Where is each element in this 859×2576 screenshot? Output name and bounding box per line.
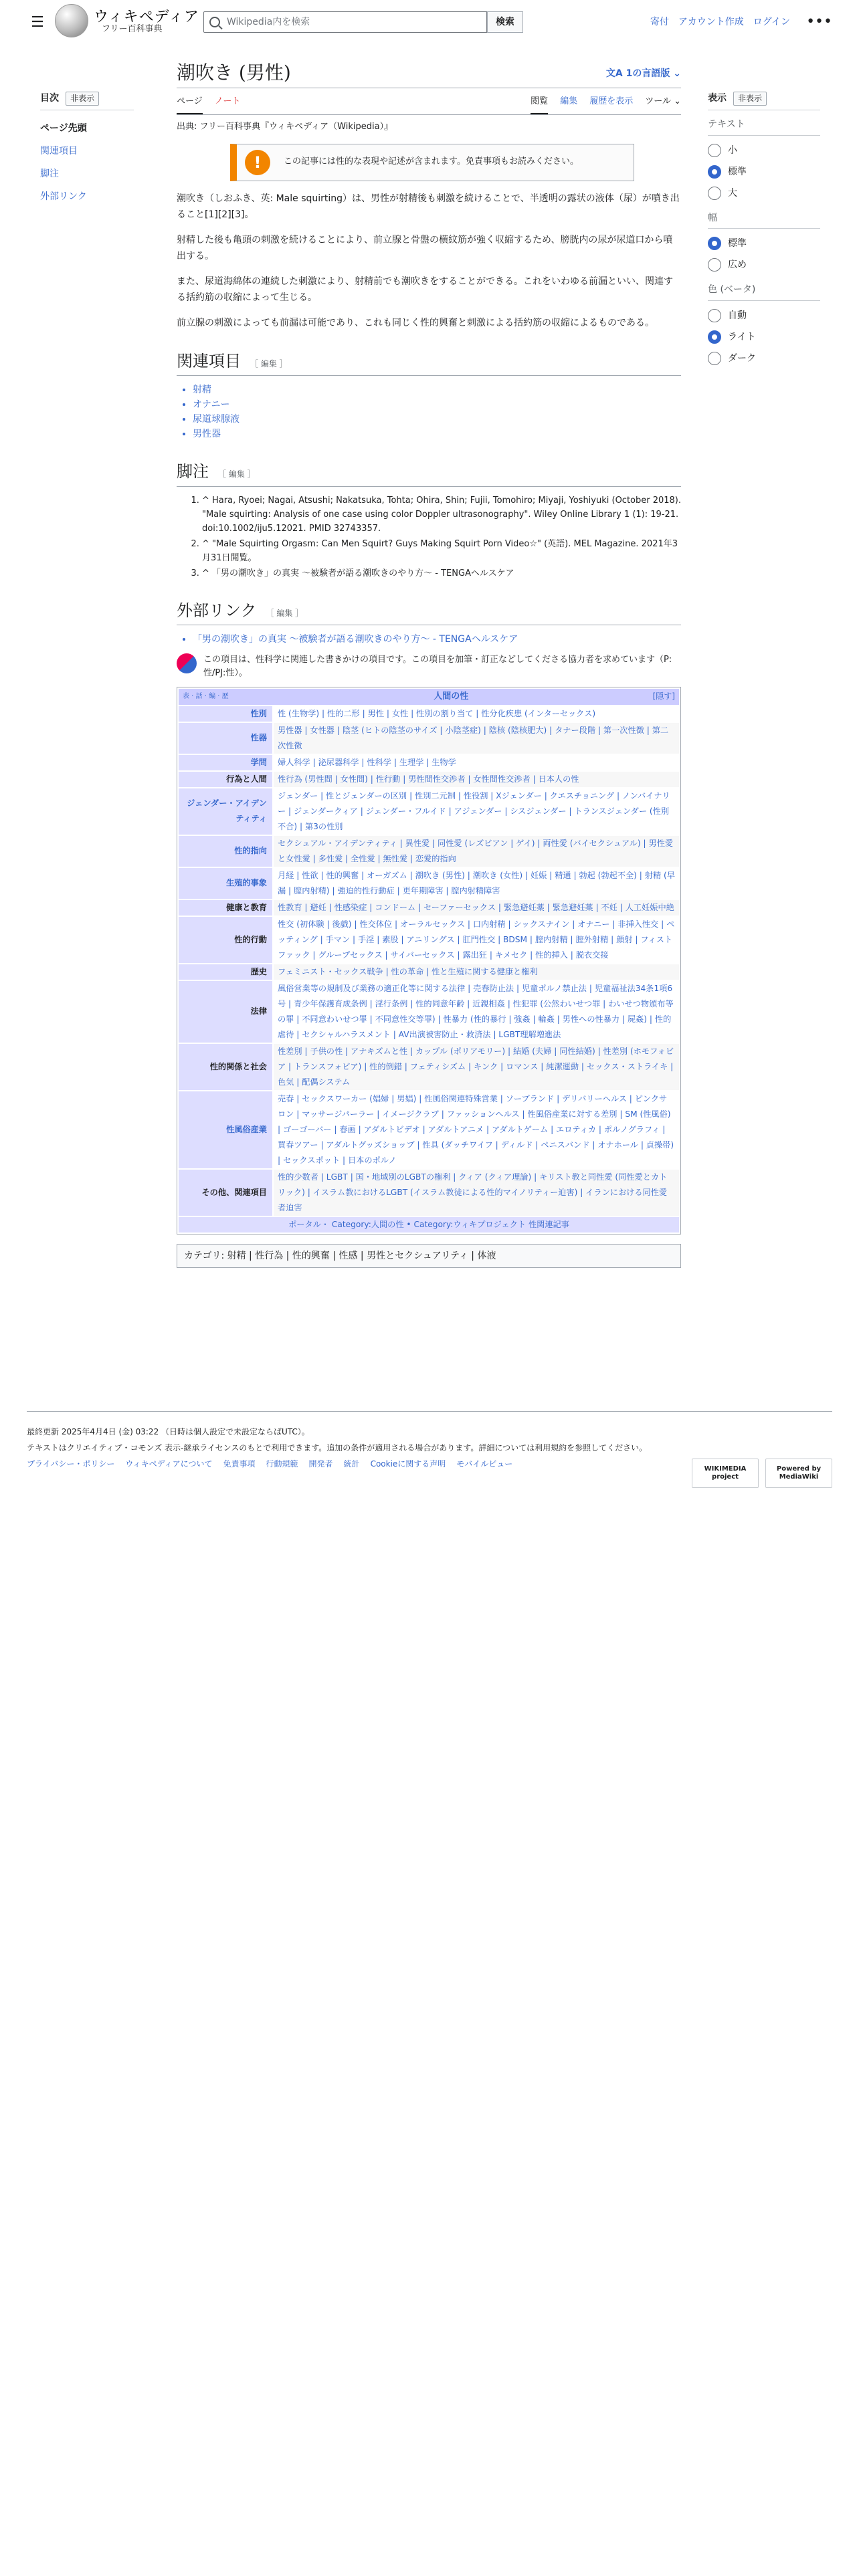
navbox-title[interactable]: 人間の性 — [434, 691, 469, 702]
wikimedia-badge[interactable]: WIKIMEDIA project — [692, 1459, 759, 1488]
footer-link[interactable]: 統計 — [343, 1459, 360, 1469]
search-input[interactable] — [203, 11, 487, 33]
radio-selected-icon — [708, 237, 721, 250]
navbox-list[interactable]: ジェンダー | 性とジェンダーの区別 | 性別二元制 | 性役割 | Xジェンダー | クエスチョニング | ノンバイナリー | ジェンダークィア | ジェンダー・フルイド | アジェンダー | シスジェンダー | トランスジェンダー (性別不合) | 第3の性別 — [278, 790, 670, 831]
navbox-group: 性的関係と社会 — [179, 1044, 272, 1090]
navbox-list[interactable]: セクシュアル・アイデンティティ | 異性愛 | 同性愛 (レズビアン | ゲイ) | 両性愛 (バイセクシュアル) | 男性愛と女性愛 | 多性愛 | 全性愛 | 無性愛 | 恋愛的指向 — [274, 836, 679, 867]
paragraph-3: また、尿道海綿体の連続した刺激により、射精前でも潮吹きをすることができる。これをいわゆる前漏といい、関連する括約筋の収縮によって生じる。 — [177, 276, 673, 303]
navbox-group: 法律 — [179, 981, 272, 1043]
toc-item-related[interactable]: 関連項目 — [40, 146, 78, 157]
list-item[interactable]: • 男性器 — [193, 427, 681, 441]
login-link[interactable]: ログイン — [753, 17, 791, 27]
radio-selected-icon — [708, 330, 721, 344]
tab-tools[interactable]: ツール ⌄ — [645, 95, 681, 114]
notes-heading-text: 脚注 — [177, 462, 209, 481]
navbox-row — [179, 772, 679, 787]
radio-label: 標準 — [728, 238, 747, 249]
radio-label: 大 — [728, 187, 737, 199]
color-label: 色 (ベータ) — [708, 282, 820, 300]
navbox-row — [179, 706, 679, 722]
navbox-list[interactable]: 男性器 | 女性器 | 陰茎 (ヒトの陰茎のサイズ | 小陰茎症) | 陰核 (陰核肥大) | タナー段階 | 第一次性徴 | 第二次性徴 — [274, 723, 679, 754]
main-menu-button[interactable] — [27, 12, 48, 33]
navbox-row — [179, 1044, 679, 1090]
tab-read[interactable]: 閲覧 — [531, 95, 548, 114]
appearance-title: 表示 — [708, 93, 727, 104]
search-placeholder: Wikipedia内を検索 — [227, 16, 310, 27]
navbox-row — [179, 788, 679, 835]
warning-text: この記事には性的な表現や記述が含まれます。免責事項もお読みください。 — [284, 156, 579, 167]
tab-edit[interactable]: 編集 — [560, 96, 578, 107]
text-size-standard[interactable] — [708, 161, 820, 183]
radio-label: 広め — [728, 259, 747, 271]
navbox-list[interactable]: 風俗営業等の規制及び業務の適正化等に関する法律 | 売春防止法 | 児童ポルノ禁止法 | 児童福祉法34条1項6号 | 青少年保護育成条例 | 淫行条例 | 性的同意年齢 | 近親相姦 | 性犯罪 (公然わいせつ罪 | わいせつ物頒布等の罪 | 不同意わいせつ罪 | 不同意性交等罪) | 性暴力 (性的暴行 | 強姦 | 輪姦 | 男性への性暴力 | 屍姦) | 性的虐待 | セクシャルハラスメント | AV出演被害防止・救済法 | LGBT理解増進法 — [278, 983, 674, 1039]
create-account-link[interactable]: アカウント作成 — [678, 17, 744, 27]
radio-label: 自動 — [728, 310, 747, 321]
radio-icon — [708, 309, 721, 322]
navbox-list[interactable]: 月経 | 性欲 | 性的興奮 | オーガズム | 潮吹き (男性) | 潮吹き (女性) | 妊娠 | 精通 | 勃起 (勃起不全) | 射精 (早漏 | 膣内射精) | 強迫的性行動症 | 更年期障害 | 膣内射精障害 — [278, 870, 675, 895]
navbox-group[interactable]: 性器 — [179, 723, 272, 754]
radio-icon — [708, 187, 721, 200]
paragraph-4: 前立腺の刺激によっても前漏は可能であり、これも同じく性的興奮と刺激による括約筋の収縮によるものである。 — [177, 317, 654, 328]
edit-section-link[interactable]: ［ 編集 ］ — [266, 608, 304, 618]
navbox-hide-button[interactable]: [隠す] — [652, 691, 675, 702]
page-footer — [27, 1411, 832, 1481]
radio-icon — [708, 352, 721, 365]
footer-link[interactable]: モバイルビュー — [456, 1459, 513, 1469]
footer-link[interactable]: 行動規範 — [266, 1459, 298, 1469]
navbox-list[interactable]: 性交 (初体験 | 後戯) | 性交体位 | オーラルセックス | 口内射精 | シックスナイン | オナニー | 非挿入性交 | ペッティング | 手マン | 手淫 | 素股 | アニリングス | 肛門性交 | BDSM | 膣内射精 | 膣外射精 | 顔射 | フィストファック | グループセックス | サイバーセックス | 露出狂 | キメセク | 性的挿入 | 脱衣交接 — [278, 919, 675, 960]
chevron-down-icon: ⌄ — [670, 68, 681, 79]
external-links-list — [193, 632, 681, 647]
paragraph-1: 潮吹き（しおふき、英: Male squirting）は、男性が射精後も刺激を続けることで、半透明の露状の液体（尿）が噴き出ること[1][2][3]。 — [177, 193, 680, 220]
list-item[interactable]: • オナニー — [193, 397, 681, 412]
source-line: 出典: フリー百科事典『ウィキペディア（Wikipedia）』 — [177, 122, 393, 132]
list-item[interactable]: • 「男の潮吹き」の真実 〜被験者が語る潮吹きのやり方〜 - TENGAヘルスケア — [193, 632, 681, 647]
reference-item: 1. ^ Hara, Ryoei; Nagai, Atsushi; Nakatsuka, Tohta; Ohira, Shin; Fujii, Tomohiro; Miyaji, Yoshiyuki (October 2018). "Male squirting: Analysis of one case using color Doppler ultrasonography". Wiley Online Library 1 (1): 19-21. doi:10.1002/iju5.12021. PMID 32743357. — [202, 494, 681, 536]
reference-item: 3. ^ 「男の潮吹き」の真実 〜被験者が語る潮吹きのやり方〜 - TENGAヘルスケア — [202, 566, 681, 580]
width-wide[interactable] — [708, 254, 820, 276]
navbox-list[interactable]: 性的少数者 | LGBT | 国・地域別のLGBTの権利 | クィア (クィア理論) | キリスト教と同性愛 (同性愛とカトリック) | イスラム教におけるLGBT (イスラム教徒による性的マイノリティー迫害) | イランにおける同性愛者迫害 — [274, 1170, 679, 1216]
toc-item-top[interactable]: ページ先頭 — [40, 123, 87, 134]
text-size-label: テキスト — [708, 117, 820, 135]
navbox-vte-links[interactable]: 表 · 話 · 編 · 歴 — [183, 693, 229, 701]
edit-section-link[interactable]: ［ 編集 ］ — [250, 358, 288, 368]
stub-notice — [177, 653, 681, 680]
license-text: テキストはクリエイティブ・コモンズ 表示-継承ライセンスのもとで利用できます。追加の条件が適用される場合があります。詳細については利用規約を参照してください。 — [27, 1443, 648, 1453]
width-standard[interactable] — [708, 233, 820, 254]
stub-text: この項目は、性科学に関連した書きかけの項目です。この項目を加筆・訂正などしてくださる協力者を求めています（P:性/PJ:性）。 — [203, 654, 672, 678]
navbox-group[interactable]: 学問 — [179, 755, 272, 770]
page-title: 潮吹き (男性) — [177, 62, 291, 84]
reference-list — [202, 494, 681, 580]
navbox-list[interactable]: フェミニスト・セックス戦争 | 性の革命 | 性と生殖に関する健康と権利 — [274, 964, 679, 980]
footer-link[interactable]: 免責事項 — [223, 1459, 256, 1469]
radio-label: ライト — [728, 331, 756, 342]
radio-selected-icon — [708, 165, 721, 179]
width-label: 幅 — [708, 211, 820, 229]
search-icon — [209, 17, 220, 27]
navbox-row — [179, 981, 679, 1043]
hamburger-icon: ☰ — [31, 14, 44, 31]
translate-icon: 文A — [605, 68, 626, 79]
language-count: 1の言語版 — [626, 68, 670, 79]
section-heading-external — [177, 598, 681, 625]
color-dark[interactable] — [708, 348, 820, 369]
navbox-group: その他、関連項目 — [179, 1170, 272, 1216]
navbox-group: 健康と教育 — [179, 900, 272, 916]
external-heading-text: 外部リンク — [177, 601, 257, 620]
table-of-contents — [40, 91, 134, 208]
navbox-row — [179, 900, 679, 916]
radio-label: ダーク — [728, 352, 756, 364]
radio-icon — [708, 144, 721, 157]
footer-link[interactable]: ウィキペディアについて — [125, 1459, 213, 1469]
list-item[interactable]: • 射精 — [193, 383, 681, 397]
sexology-icon — [177, 653, 197, 673]
navbox-list[interactable]: 性行為 (男性間 | 女性間) | 性行動 | 男性間性交渉者 | 女性間性交渉者 | 日本人の性 — [274, 772, 679, 787]
radio-label: 標準 — [728, 166, 747, 177]
appearance-hide-button[interactable]: 非表示 — [733, 92, 767, 106]
navbox-list[interactable]: 売春 | セックスワーカー (娼婦 | 男娼) | 性風俗関連特殊営業 | ソープランド | デリバリーヘルス | ピンクサロン | マッサージパーラー | イメージクラブ | ファッションヘルス | 性風俗産業に対する差別 | SM (性風俗) | ゴーゴーバー | 春画 | アダルトビデオ | アダルトアニメ | アダルトゲーム | エロティカ | ポルノグラフィ | 買春ツアー | アダルトグッズショップ | 性具 (ダッチワイフ | ディルド | ペニスバンド | オナホール | 貞操帯) | セックスポット | 日本のポルノ — [278, 1093, 674, 1165]
reference-item: 2. ^ "Male Squirting Orgasm: Can Men Squirt? Guys Making Squirt Porn Video☆" (英語). MEL Magazine. 2021年3月31日閲覧。 — [202, 537, 681, 565]
navbox-row — [179, 1170, 679, 1216]
site-header — [27, 0, 832, 45]
more-options-icon[interactable]: ••• — [806, 13, 832, 31]
list-item[interactable]: • 尿道球腺液 — [193, 412, 681, 427]
navbox-portal-links[interactable]: ポータル・ Category:人間の性 • Category:ウィキプロジェクト 性関連記事 — [179, 1217, 679, 1232]
mediawiki-badge[interactable]: Powered by MediaWiki — [765, 1459, 832, 1488]
related-list — [193, 383, 681, 441]
warning-box — [230, 144, 634, 181]
navbox-human-sexuality — [177, 687, 681, 1235]
tab-talk[interactable]: ノート — [214, 96, 241, 107]
navbox-group: 歴史 — [179, 964, 272, 980]
related-heading-text: 関連項目 — [177, 351, 241, 370]
tools-label: ツール — [645, 96, 671, 107]
footer-link[interactable]: プライバシー・ポリシー — [27, 1459, 115, 1469]
navbox-list[interactable]: 性差別 | 子供の性 | アナキズムと性 | カップル (ポリアモリー) | 結婚 (夫婦 | 同性結婚) | 性差別 (ホモフォビア | トランスフォビア) | 性的倒錯 | フェティシズム | キンク | ロマンス | 純潔運動 | セックス・ストライキ | 色気 | 配偶システム — [274, 1044, 679, 1090]
footer-link[interactable]: 開発者 — [308, 1459, 333, 1469]
radio-label: 小 — [728, 144, 737, 156]
text-size-large[interactable] — [708, 183, 820, 204]
logo-subtitle: フリー百科事典 — [102, 24, 163, 34]
navbox-group[interactable]: 生殖的事象 — [179, 868, 272, 899]
navbox-row — [179, 917, 679, 963]
navbox-list[interactable]: 性教育 | 避妊 | 性感染症 | コンドーム | セーファーセックス | 緊急避妊薬 | 緊急避妊薬 | 不妊 | 人工妊娠中絶 — [274, 900, 679, 916]
paragraph-2: 射精した後も亀頭の刺激を続けることにより、前立腺と骨盤の横紋筋が強く収縮するため、膀胱内の尿が尿道口から噴出する。 — [177, 234, 673, 261]
footer-link[interactable]: Cookieに関する声明 — [370, 1459, 446, 1469]
category-links[interactable]: カテゴリ: 射精 | 性行為 | 性的興奮 | 性感 | 男性とセクシュアリティ | 体液 — [177, 1244, 681, 1268]
exclamation-icon: ! — [245, 150, 270, 175]
section-heading-notes — [177, 459, 681, 486]
navbox-group[interactable]: 性的指向 — [179, 836, 272, 867]
navbox-row — [179, 723, 679, 754]
navbox-group[interactable]: ジェンダー・アイデンティティ — [179, 788, 272, 835]
color-light[interactable] — [708, 326, 820, 348]
tab-page[interactable]: ページ — [177, 95, 203, 114]
toc-item-notes[interactable]: 脚注 — [40, 169, 59, 180]
edit-section-link[interactable]: ［ 編集 ］ — [218, 469, 256, 479]
radio-icon — [708, 258, 721, 272]
navbox-group: 性的行動 — [179, 917, 272, 963]
navbox-row — [179, 836, 679, 867]
navbox-group[interactable]: 性別 — [179, 706, 272, 722]
navbox-row — [179, 1091, 679, 1168]
tab-history[interactable]: 履歴を表示 — [589, 96, 634, 107]
toc-title: 目次 — [40, 93, 59, 104]
color-auto[interactable] — [708, 305, 820, 326]
text-size-small[interactable] — [708, 140, 820, 161]
logo-title[interactable]: ウィキペディア — [94, 9, 199, 25]
donate-link[interactable]: 寄付 — [650, 17, 669, 27]
navbox-row — [179, 964, 679, 980]
user-links — [650, 15, 832, 29]
last-updated: 最終更新 2025年4月4日 (金) 03:22 （日時は個人設定で未設定ならばUTC）。 — [27, 1427, 310, 1436]
wikipedia-globe-logo[interactable] — [55, 4, 88, 37]
section-heading-related — [177, 348, 681, 376]
navbox-row — [179, 755, 679, 770]
navbox-list[interactable]: 婦人科学 | 泌尿器科学 | 性科学 | 生理学 | 生物学 — [278, 757, 456, 767]
navbox-list[interactable]: 性 (生物学) | 性的二形 | 男性 | 女性 | 性別の割り当て | 性分化疾患 (インターセックス) — [278, 708, 596, 718]
navbox-group: 行為と人間 — [179, 772, 272, 787]
appearance-panel — [708, 91, 820, 369]
navbox-group[interactable]: 性風俗産業 — [179, 1091, 272, 1168]
search-button[interactable]: 検索 — [487, 11, 523, 33]
toc-item-external[interactable]: 外部リンク — [40, 191, 87, 203]
article — [177, 59, 681, 1268]
toc-hide-button[interactable]: 非表示 — [66, 92, 99, 106]
navbox-row — [179, 868, 679, 899]
language-button[interactable] — [606, 66, 681, 81]
